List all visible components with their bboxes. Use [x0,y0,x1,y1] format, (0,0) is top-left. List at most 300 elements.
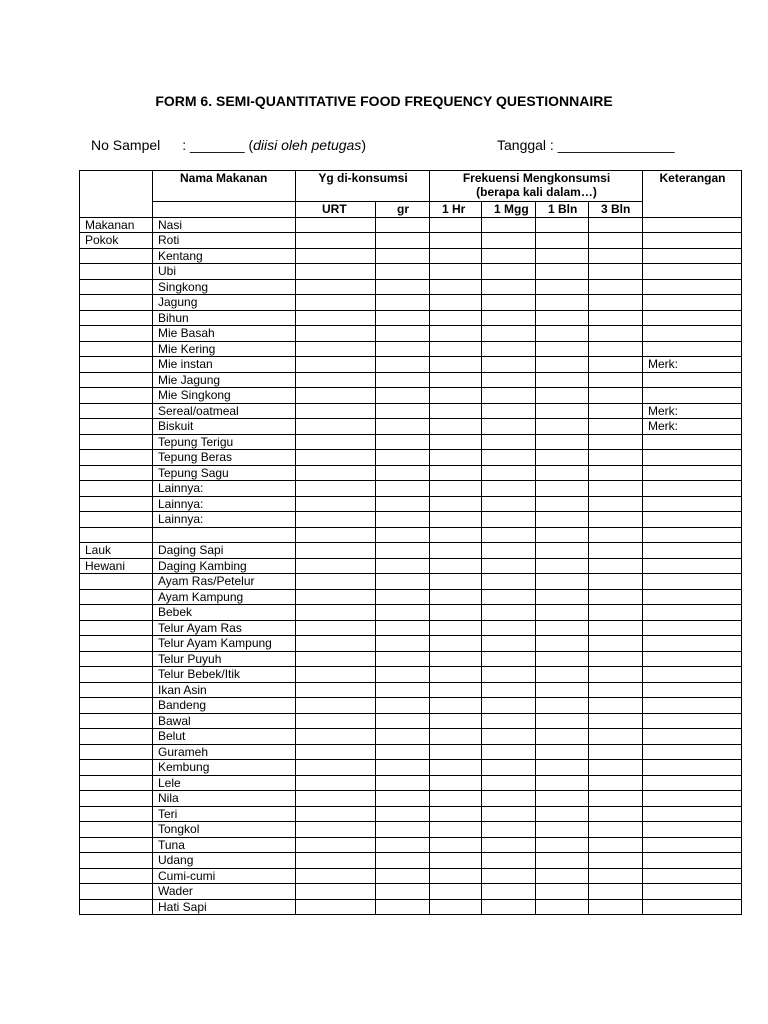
freq-1bln-cell[interactable] [536,465,589,481]
freq-1bln-cell[interactable] [536,698,589,714]
gr-input-cell[interactable] [376,636,430,652]
gr-input-cell[interactable] [376,620,430,636]
gr-input-cell[interactable] [376,682,430,698]
keterangan-cell[interactable]: Merk: [643,403,742,419]
freq-1mgg-cell[interactable] [482,760,536,776]
freq-1mgg-cell[interactable] [482,217,536,233]
keterangan-cell[interactable] [643,279,742,295]
keterangan-cell[interactable] [643,853,742,869]
urt-input-cell[interactable] [296,698,376,714]
freq-1hr-cell[interactable] [430,403,482,419]
urt-input-cell[interactable] [296,729,376,745]
gr-input-cell[interactable] [376,388,430,404]
freq-1hr-cell[interactable] [430,341,482,357]
urt-input-cell[interactable] [296,884,376,900]
freq-1mgg-cell[interactable] [482,310,536,326]
freq-1hr-cell[interactable] [430,853,482,869]
freq-3bln-cell[interactable] [589,775,643,791]
freq-1hr-cell[interactable] [430,543,482,559]
freq-1mgg-cell[interactable] [482,574,536,590]
freq-3bln-cell[interactable] [589,605,643,621]
freq-3bln-cell[interactable] [589,357,643,373]
tanggal-line[interactable]: Tanggal : _______________ [497,137,675,153]
freq-3bln-cell[interactable] [589,512,643,528]
freq-1hr-cell[interactable] [430,434,482,450]
freq-1hr-cell[interactable] [430,884,482,900]
freq-1bln-cell[interactable] [536,620,589,636]
freq-1bln-cell[interactable] [536,760,589,776]
freq-1hr-cell[interactable] [430,682,482,698]
freq-1hr-cell[interactable] [430,558,482,574]
gr-input-cell[interactable] [376,667,430,683]
freq-3bln-cell[interactable] [589,248,643,264]
freq-1mgg-cell[interactable] [482,481,536,497]
freq-1bln-cell[interactable] [536,651,589,667]
freq-1mgg-cell[interactable] [482,372,536,388]
freq-1bln-cell[interactable] [536,682,589,698]
freq-3bln-cell[interactable] [589,729,643,745]
freq-1mgg-cell[interactable] [482,434,536,450]
gr-input-cell[interactable] [376,822,430,838]
freq-3bln-cell[interactable] [589,527,643,543]
keterangan-cell[interactable] [643,326,742,342]
freq-1bln-cell[interactable] [536,419,589,435]
urt-input-cell[interactable] [296,620,376,636]
freq-1hr-cell[interactable] [430,775,482,791]
freq-3bln-cell[interactable] [589,558,643,574]
freq-3bln-cell[interactable] [589,481,643,497]
freq-3bln-cell[interactable] [589,884,643,900]
keterangan-cell[interactable] [643,775,742,791]
freq-1mgg-cell[interactable] [482,744,536,760]
keterangan-cell[interactable] [643,729,742,745]
freq-3bln-cell[interactable] [589,574,643,590]
freq-1bln-cell[interactable] [536,233,589,249]
urt-input-cell[interactable] [296,403,376,419]
freq-1bln-cell[interactable] [536,589,589,605]
gr-input-cell[interactable] [376,729,430,745]
freq-1mgg-cell[interactable] [482,388,536,404]
gr-input-cell[interactable] [376,589,430,605]
gr-input-cell[interactable] [376,713,430,729]
urt-input-cell[interactable] [296,310,376,326]
urt-input-cell[interactable] [296,264,376,280]
freq-1bln-cell[interactable] [536,264,589,280]
gr-input-cell[interactable] [376,372,430,388]
freq-3bln-cell[interactable] [589,434,643,450]
freq-1hr-cell[interactable] [430,512,482,528]
freq-1bln-cell[interactable] [536,434,589,450]
freq-1bln-cell[interactable] [536,295,589,311]
freq-1mgg-cell[interactable] [482,605,536,621]
freq-3bln-cell[interactable] [589,620,643,636]
gr-input-cell[interactable] [376,341,430,357]
gr-input-cell[interactable] [376,357,430,373]
gr-input-cell[interactable] [376,295,430,311]
freq-3bln-cell[interactable] [589,667,643,683]
freq-3bln-cell[interactable] [589,682,643,698]
keterangan-cell[interactable] [643,233,742,249]
freq-1bln-cell[interactable] [536,248,589,264]
freq-3bln-cell[interactable] [589,651,643,667]
freq-1bln-cell[interactable] [536,744,589,760]
freq-1mgg-cell[interactable] [482,713,536,729]
freq-1hr-cell[interactable] [430,822,482,838]
freq-3bln-cell[interactable] [589,388,643,404]
freq-1bln-cell[interactable] [536,636,589,652]
freq-1hr-cell[interactable] [430,419,482,435]
gr-input-cell[interactable] [376,698,430,714]
gr-input-cell[interactable] [376,543,430,559]
urt-input-cell[interactable] [296,481,376,497]
freq-1mgg-cell[interactable] [482,558,536,574]
gr-input-cell[interactable] [376,574,430,590]
keterangan-cell[interactable] [643,310,742,326]
freq-1bln-cell[interactable] [536,791,589,807]
freq-1mgg-cell[interactable] [482,512,536,528]
urt-input-cell[interactable] [296,450,376,466]
freq-1bln-cell[interactable] [536,326,589,342]
freq-1bln-cell[interactable] [536,403,589,419]
freq-1hr-cell[interactable] [430,450,482,466]
freq-3bln-cell[interactable] [589,233,643,249]
freq-1mgg-cell[interactable] [482,419,536,435]
gr-input-cell[interactable] [376,899,430,915]
freq-1mgg-cell[interactable] [482,822,536,838]
freq-1hr-cell[interactable] [430,357,482,373]
gr-input-cell[interactable] [376,279,430,295]
freq-1bln-cell[interactable] [536,667,589,683]
freq-1mgg-cell[interactable] [482,233,536,249]
gr-input-cell[interactable] [376,403,430,419]
freq-1mgg-cell[interactable] [482,884,536,900]
urt-input-cell[interactable] [296,419,376,435]
freq-1bln-cell[interactable] [536,372,589,388]
freq-1mgg-cell[interactable] [482,868,536,884]
freq-1hr-cell[interactable] [430,574,482,590]
keterangan-cell[interactable] [643,558,742,574]
urt-input-cell[interactable] [296,512,376,528]
keterangan-cell[interactable] [643,899,742,915]
freq-3bln-cell[interactable] [589,496,643,512]
freq-1bln-cell[interactable] [536,279,589,295]
keterangan-cell[interactable] [643,248,742,264]
freq-1mgg-cell[interactable] [482,589,536,605]
freq-3bln-cell[interactable] [589,450,643,466]
freq-1bln-cell[interactable] [536,605,589,621]
urt-input-cell[interactable] [296,279,376,295]
freq-1mgg-cell[interactable] [482,279,536,295]
keterangan-cell[interactable] [643,589,742,605]
freq-3bln-cell[interactable] [589,310,643,326]
urt-input-cell[interactable] [296,744,376,760]
keterangan-cell[interactable] [643,884,742,900]
keterangan-cell[interactable] [643,868,742,884]
keterangan-cell[interactable] [643,698,742,714]
freq-3bln-cell[interactable] [589,760,643,776]
freq-1bln-cell[interactable] [536,822,589,838]
freq-1hr-cell[interactable] [430,899,482,915]
gr-input-cell[interactable] [376,791,430,807]
freq-1bln-cell[interactable] [536,713,589,729]
freq-1mgg-cell[interactable] [482,651,536,667]
gr-input-cell[interactable] [376,434,430,450]
keterangan-cell[interactable] [643,791,742,807]
freq-3bln-cell[interactable] [589,713,643,729]
freq-1bln-cell[interactable] [536,775,589,791]
freq-3bln-cell[interactable] [589,419,643,435]
freq-3bln-cell[interactable] [589,372,643,388]
freq-3bln-cell[interactable] [589,279,643,295]
freq-1mgg-cell[interactable] [482,248,536,264]
urt-input-cell[interactable] [296,791,376,807]
gr-input-cell[interactable] [376,450,430,466]
freq-3bln-cell[interactable] [589,899,643,915]
keterangan-cell[interactable] [643,481,742,497]
keterangan-cell[interactable] [643,744,742,760]
keterangan-cell[interactable] [643,434,742,450]
freq-3bln-cell[interactable] [589,465,643,481]
freq-1bln-cell[interactable] [536,543,589,559]
freq-1bln-cell[interactable] [536,899,589,915]
freq-1mgg-cell[interactable] [482,465,536,481]
keterangan-cell[interactable] [643,651,742,667]
freq-3bln-cell[interactable] [589,853,643,869]
urt-input-cell[interactable] [296,543,376,559]
freq-1mgg-cell[interactable] [482,264,536,280]
freq-1hr-cell[interactable] [430,868,482,884]
freq-1bln-cell[interactable] [536,496,589,512]
freq-1hr-cell[interactable] [430,620,482,636]
freq-1bln-cell[interactable] [536,729,589,745]
freq-1mgg-cell[interactable] [482,806,536,822]
urt-input-cell[interactable] [296,760,376,776]
gr-input-cell[interactable] [376,884,430,900]
freq-1mgg-cell[interactable] [482,775,536,791]
urt-input-cell[interactable] [296,822,376,838]
freq-1mgg-cell[interactable] [482,682,536,698]
freq-1bln-cell[interactable] [536,217,589,233]
freq-3bln-cell[interactable] [589,217,643,233]
gr-input-cell[interactable] [376,837,430,853]
gr-input-cell[interactable] [376,605,430,621]
keterangan-cell[interactable] [643,496,742,512]
freq-1hr-cell[interactable] [430,651,482,667]
freq-1hr-cell[interactable] [430,806,482,822]
keterangan-cell[interactable] [643,465,742,481]
freq-1hr-cell[interactable] [430,729,482,745]
urt-input-cell[interactable] [296,326,376,342]
no-sampel-blank[interactable]: : _______ [182,137,245,153]
gr-input-cell[interactable] [376,558,430,574]
freq-1mgg-cell[interactable] [482,527,536,543]
freq-1hr-cell[interactable] [430,372,482,388]
freq-1bln-cell[interactable] [536,341,589,357]
gr-input-cell[interactable] [376,465,430,481]
urt-input-cell[interactable] [296,713,376,729]
freq-1hr-cell[interactable] [430,465,482,481]
keterangan-cell[interactable] [643,636,742,652]
gr-input-cell[interactable] [376,481,430,497]
freq-1bln-cell[interactable] [536,512,589,528]
freq-1bln-cell[interactable] [536,837,589,853]
keterangan-cell[interactable] [643,682,742,698]
freq-1hr-cell[interactable] [430,264,482,280]
urt-input-cell[interactable] [296,465,376,481]
keterangan-cell[interactable] [643,713,742,729]
gr-input-cell[interactable] [376,248,430,264]
keterangan-cell[interactable] [643,217,742,233]
urt-input-cell[interactable] [296,372,376,388]
urt-input-cell[interactable] [296,341,376,357]
gr-input-cell[interactable] [376,310,430,326]
freq-1hr-cell[interactable] [430,295,482,311]
urt-input-cell[interactable] [296,388,376,404]
freq-1hr-cell[interactable] [430,667,482,683]
urt-input-cell[interactable] [296,248,376,264]
freq-1hr-cell[interactable] [430,837,482,853]
gr-input-cell[interactable] [376,853,430,869]
urt-input-cell[interactable] [296,574,376,590]
freq-1mgg-cell[interactable] [482,403,536,419]
freq-1bln-cell[interactable] [536,357,589,373]
urt-input-cell[interactable] [296,837,376,853]
freq-1bln-cell[interactable] [536,884,589,900]
freq-1bln-cell[interactable] [536,853,589,869]
urt-input-cell[interactable] [296,899,376,915]
urt-input-cell[interactable] [296,558,376,574]
freq-1mgg-cell[interactable] [482,620,536,636]
freq-1hr-cell[interactable] [430,698,482,714]
keterangan-cell[interactable] [643,605,742,621]
freq-1hr-cell[interactable] [430,760,482,776]
freq-3bln-cell[interactable] [589,744,643,760]
freq-1hr-cell[interactable] [430,481,482,497]
keterangan-cell[interactable] [643,512,742,528]
freq-1hr-cell[interactable] [430,744,482,760]
gr-input-cell[interactable] [376,264,430,280]
freq-3bln-cell[interactable] [589,589,643,605]
freq-1bln-cell[interactable] [536,310,589,326]
freq-1mgg-cell[interactable] [482,543,536,559]
gr-input-cell[interactable] [376,527,430,543]
gr-input-cell[interactable] [376,760,430,776]
freq-1mgg-cell[interactable] [482,698,536,714]
freq-1mgg-cell[interactable] [482,729,536,745]
freq-3bln-cell[interactable] [589,403,643,419]
freq-3bln-cell[interactable] [589,868,643,884]
freq-1mgg-cell[interactable] [482,326,536,342]
urt-input-cell[interactable] [296,217,376,233]
freq-1bln-cell[interactable] [536,450,589,466]
gr-input-cell[interactable] [376,326,430,342]
keterangan-cell[interactable] [643,543,742,559]
freq-3bln-cell[interactable] [589,822,643,838]
urt-input-cell[interactable] [296,806,376,822]
freq-1mgg-cell[interactable] [482,837,536,853]
freq-1mgg-cell[interactable] [482,667,536,683]
freq-1mgg-cell[interactable] [482,899,536,915]
freq-1bln-cell[interactable] [536,868,589,884]
freq-1hr-cell[interactable] [430,527,482,543]
freq-1bln-cell[interactable] [536,388,589,404]
urt-input-cell[interactable] [296,434,376,450]
freq-3bln-cell[interactable] [589,264,643,280]
freq-1hr-cell[interactable] [430,791,482,807]
freq-3bln-cell[interactable] [589,806,643,822]
freq-1mgg-cell[interactable] [482,341,536,357]
freq-1hr-cell[interactable] [430,248,482,264]
urt-input-cell[interactable] [296,589,376,605]
freq-3bln-cell[interactable] [589,543,643,559]
gr-input-cell[interactable] [376,419,430,435]
freq-1bln-cell[interactable] [536,527,589,543]
urt-input-cell[interactable] [296,682,376,698]
urt-input-cell[interactable] [296,667,376,683]
freq-3bln-cell[interactable] [589,341,643,357]
keterangan-cell[interactable]: Merk: [643,357,742,373]
gr-input-cell[interactable] [376,744,430,760]
keterangan-cell[interactable] [643,760,742,776]
freq-1hr-cell[interactable] [430,217,482,233]
freq-3bln-cell[interactable] [589,698,643,714]
freq-1bln-cell[interactable] [536,558,589,574]
freq-1hr-cell[interactable] [430,279,482,295]
urt-input-cell[interactable] [296,233,376,249]
keterangan-cell[interactable]: Merk: [643,419,742,435]
gr-input-cell[interactable] [376,496,430,512]
freq-1hr-cell[interactable] [430,636,482,652]
keterangan-cell[interactable] [643,341,742,357]
urt-input-cell[interactable] [296,496,376,512]
freq-1mgg-cell[interactable] [482,496,536,512]
freq-3bln-cell[interactable] [589,326,643,342]
freq-1hr-cell[interactable] [430,605,482,621]
freq-1mgg-cell[interactable] [482,295,536,311]
gr-input-cell[interactable] [376,651,430,667]
freq-1hr-cell[interactable] [430,326,482,342]
freq-3bln-cell[interactable] [589,791,643,807]
freq-1mgg-cell[interactable] [482,636,536,652]
urt-input-cell[interactable] [296,853,376,869]
freq-1mgg-cell[interactable] [482,450,536,466]
urt-input-cell[interactable] [296,357,376,373]
urt-input-cell[interactable] [296,295,376,311]
freq-3bln-cell[interactable] [589,636,643,652]
freq-1mgg-cell[interactable] [482,853,536,869]
keterangan-cell[interactable] [643,837,742,853]
keterangan-cell[interactable] [643,295,742,311]
freq-3bln-cell[interactable] [589,837,643,853]
freq-3bln-cell[interactable] [589,295,643,311]
urt-input-cell[interactable] [296,651,376,667]
keterangan-cell[interactable] [643,372,742,388]
freq-1mgg-cell[interactable] [482,791,536,807]
keterangan-cell[interactable] [643,667,742,683]
gr-input-cell[interactable] [376,775,430,791]
freq-1hr-cell[interactable] [430,713,482,729]
keterangan-cell[interactable] [643,822,742,838]
gr-input-cell[interactable] [376,217,430,233]
freq-1hr-cell[interactable] [430,496,482,512]
freq-1hr-cell[interactable] [430,589,482,605]
freq-1bln-cell[interactable] [536,481,589,497]
keterangan-cell[interactable] [643,806,742,822]
keterangan-cell[interactable] [643,527,742,543]
freq-1hr-cell[interactable] [430,388,482,404]
keterangan-cell[interactable] [643,388,742,404]
freq-1bln-cell[interactable] [536,806,589,822]
